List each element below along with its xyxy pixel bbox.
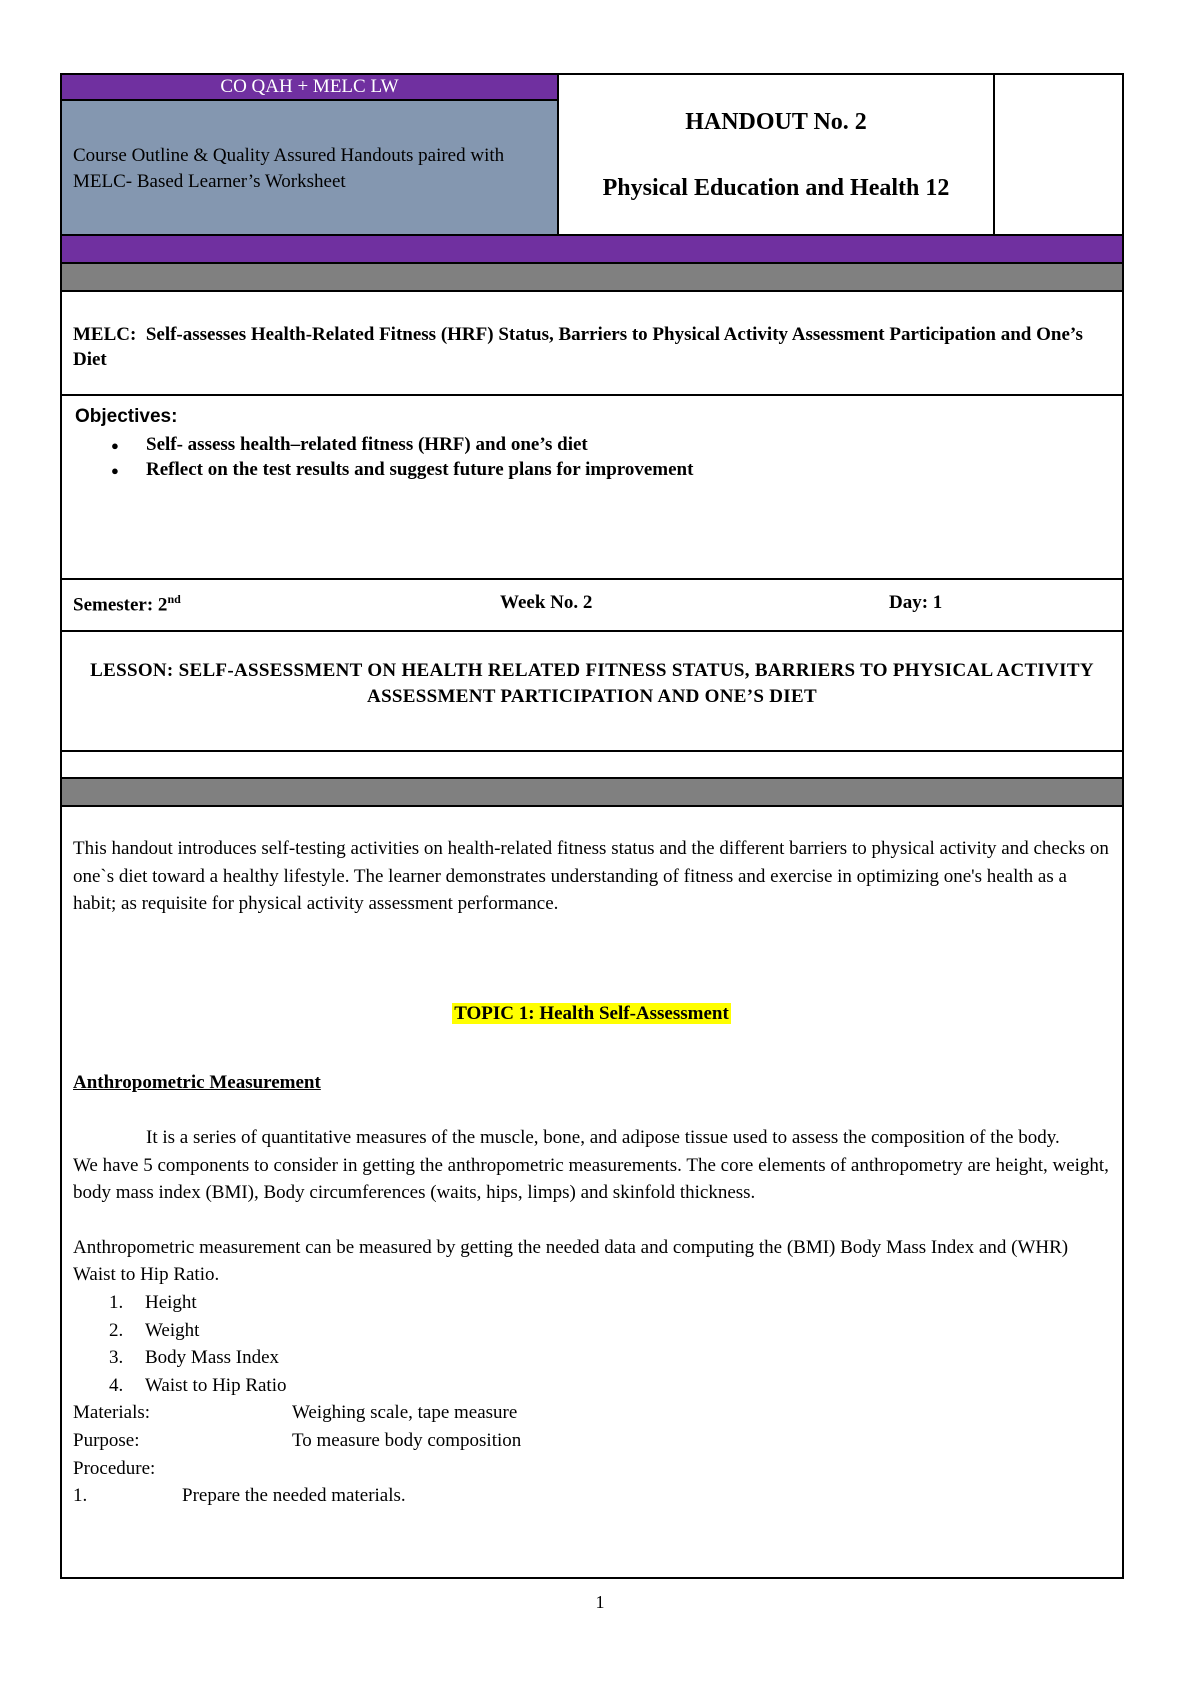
melc-section (62, 290, 1122, 394)
handout-frame (60, 73, 1124, 1579)
schedule-row (62, 578, 1122, 630)
co-qah-bar: CO QAH + MELC LW (62, 75, 557, 101)
melc-label: MELC: (73, 324, 137, 345)
subject-title: Physical Education and Health 12 (602, 175, 950, 201)
objectives-heading: Objectives: (75, 406, 178, 427)
purpose-row: Purpose: To measure body composition (73, 1429, 522, 1451)
objective-item: ● Self- assess health–related fitness (HRF) and one’s diet (75, 432, 1110, 457)
measurement-note: Anthropometric measurement can be measured by getting the needed data and computing the (BMI) Body Mass Index and (WHR) Waist to Hip Ratio. (73, 1236, 1069, 1286)
course-outline-description: Course Outline & Quality Assured Handouts paired with MELC- Based Learner’s Worksheet (62, 101, 557, 234)
gray-divider (62, 262, 1122, 290)
gray-divider-2 (62, 777, 1122, 805)
lesson-title: LESSON: SELF-ASSESSMENT ON HEALTH RELATED FITNESS STATUS, BARRIERS TO PHYSICAL ACTIVITY ASSESSMENT PARTICIPATION AND ONE’S DIET (62, 630, 1122, 750)
week-number: Week No. 2 (500, 592, 593, 613)
day-number: Day: 1 (889, 592, 943, 613)
topic-heading: TOPIC 1: Health Self-Assessment (454, 1002, 729, 1024)
objectives-section (62, 394, 1122, 578)
list-item: 2. Weight (109, 1319, 200, 1341)
procedure-label: Procedure: (73, 1457, 156, 1479)
content-section (62, 805, 1122, 1510)
melc-text: Self-assesses Health-Related Fitness (HRF) Status, Barriers to Physical Activity Assessment Participation and One’s Diet (73, 324, 1083, 370)
section-title: Anthropometric Measurement (73, 1072, 321, 1094)
handout-title-block (559, 75, 995, 234)
definition-paragraph: It is a series of quantitative measures of the muscle, bone, and adipose tissue used to assess the composition of the body. (146, 1126, 1060, 1148)
list-item: 4. Waist to Hip Ratio (109, 1374, 287, 1396)
list-item: 3. Body Mass Index (109, 1347, 280, 1369)
objectives-list (75, 432, 1110, 482)
materials-row: Materials: Weighing scale, tape measure (73, 1402, 518, 1424)
page-number: 1 (595, 1592, 605, 1612)
procedure-step: 1. Prepare the needed materials. (73, 1485, 406, 1507)
list-item: 1. Height (109, 1291, 197, 1313)
course-outline-block (62, 75, 559, 234)
handout-number: HANDOUT No. 2 (685, 109, 867, 135)
objective-item: ● Reflect on the test results and suggest future plans for improvement (75, 457, 1110, 482)
components-paragraph: We have 5 components to consider in getting the anthropometric measurements. The core elements of anthropometry are height, weight, body mass index (BMI), Body circumferences (waits, hips, limps) and skinfold thickness. (73, 1154, 1109, 1204)
blank-row (62, 750, 1122, 777)
intro-paragraph: This handout introduces self-testing activities on health-related fitness status and the different barriers to physical activity and checks on one`s diet toward a healthy lifestyle. The learner demonstrates understanding of fitness and exercise in optimizing one's health as a habit; as requisite for physical activity assessment performance. (73, 838, 1109, 915)
semester: Semester: 2nd (73, 592, 181, 616)
purple-divider (62, 234, 1122, 262)
measurement-list (73, 1289, 1110, 1399)
